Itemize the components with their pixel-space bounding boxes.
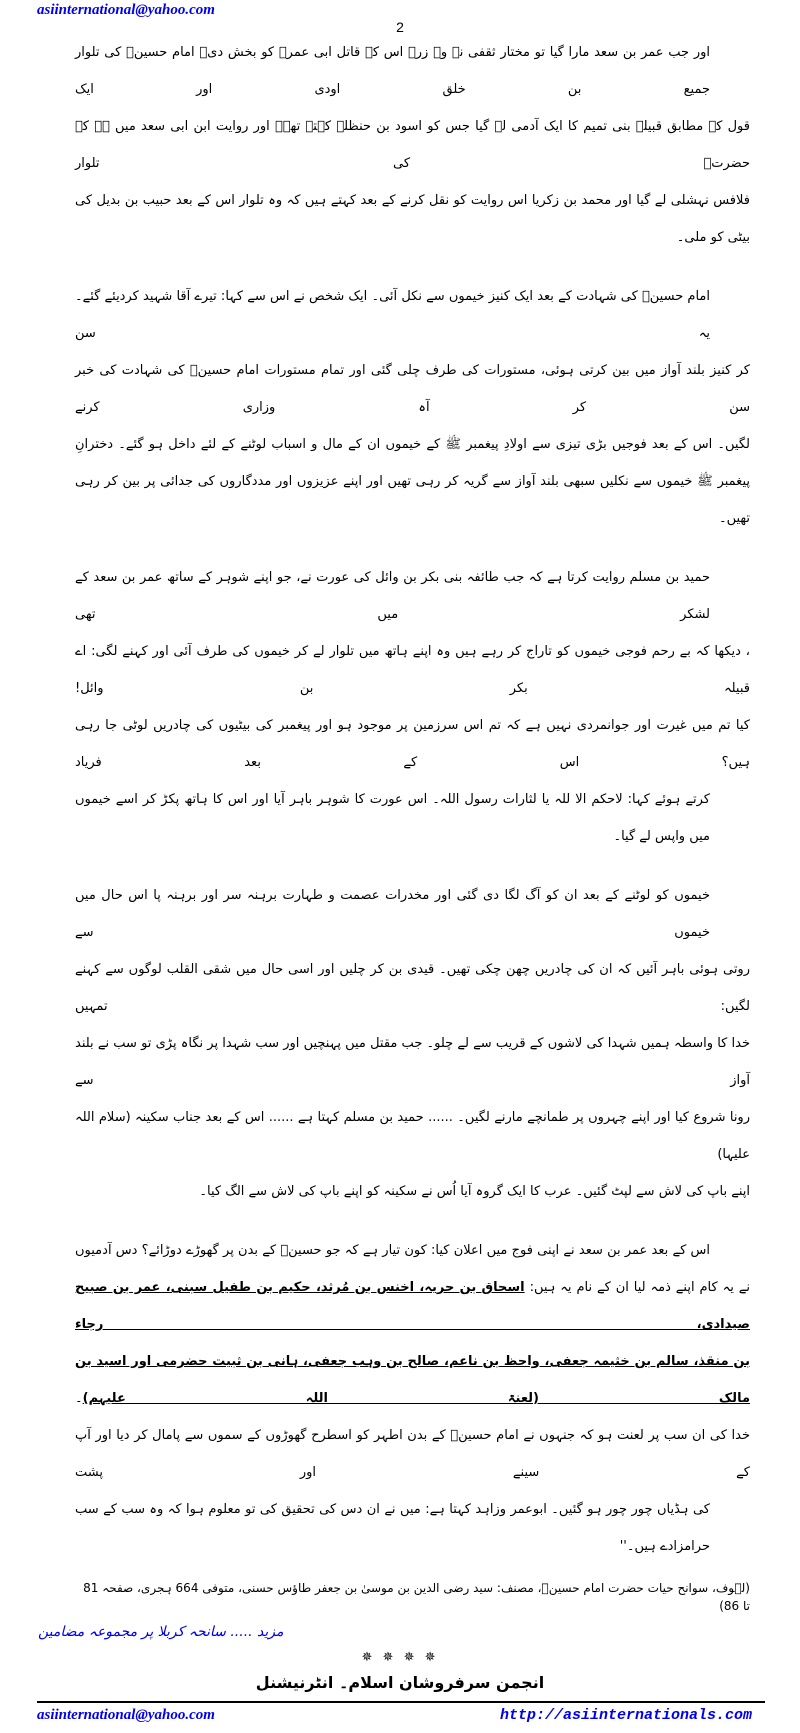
paragraph-3 (75, 559, 750, 855)
text-line: لگیں۔ اس کے بعد فوجیں بڑی تیزی سے اولادِ پیغمبر ﷺ کے خیموں ان کے مال و اسباب لوٹنے کے لئے داخل ہو گئے۔ دخترانِ (75, 437, 750, 452)
text-line: اپنے باپ کی لاش سے لپٹ گئیں۔ عرب کا ایک گروہ آیا اُس نے سکینہ کو اپنے باپ کی لاش سے الگ کیا۔ (199, 1184, 750, 1199)
text-line: ، دیکھا کہ بے رحم فوجی خیموں کو تاراج کر رہے ہیں وہ اپنے ہاتھ میں تلوار لے کر خیموں کی طرف آئی اور کہنے لگی: اے قبیلہ بکر بن وائل! (75, 644, 750, 696)
more-articles-link[interactable]: مزید ..... سانحہ کربلا پر مجموعہ مضامین (38, 1624, 284, 1640)
paragraph-4 (75, 877, 750, 1210)
text-line: اس کے بعد عمر بن سعد نے اپنی فوج میں اعلان کیا: کون تیار ہے کہ جو حسینؑ کے بدن پر گھوڑے دوڑائے؟ دس آدمیوں (75, 1243, 710, 1258)
names-list-underlined: اسحاق بن حریہ، اخنس بن مُرثد، حکیم بن طفیل سبنی، عمر بن صبیح صیدادی، رجاء (75, 1280, 750, 1332)
text-line: خیموں کو لوٹنے کے بعد ان کو آگ لگا دی گئی اور مخدرات عصمت و طہارت برہنہ سر اور برہنہ پا اس حال میں خیموں سے (75, 888, 710, 940)
footer-website-link[interactable]: http://asiinternationals.com (500, 1707, 753, 1724)
text-line: خدا کی ان سب پر لعنت ہو کہ جنہوں نے امام حسینؑ کے بدن اطہر کو اسطرح گھوڑوں کے سموں سے پامال کر دیا اور آپ کے سینے اور پشت (75, 1428, 750, 1480)
paragraph-5 (75, 1232, 750, 1565)
paragraph-2 (75, 278, 750, 537)
text-line: کی ہڈیاں چور چور ہو گئیں۔ ابوعمر وزاہد کہتا ہے: میں نے ان دس کی تحقیق کی تو معلوم ہوا کہ وہ سب کے سب حرامزادے ہیں۔'' (75, 1502, 710, 1554)
text-line: اور جب عمر بن سعد مارا گیا تو مختار ثقفی نے وہ زرہ اس کے قاتل ابی عمرہ کو بخش دی۔ امام حسینؑ کی تلوار جمیع بن خلق اودی اور ایک (75, 45, 710, 97)
text-line: امام حسینؑ کی شہادت کے بعد ایک کنیز خیموں سے نکل آئی۔ ایک شخص نے اس سے کہا: تیرے آقا شہید کردیئے گئے۔ یہ سن (75, 289, 710, 341)
text-line: قول کے مطابق قبیلہ بنی تمیم کا ایک آدمی لے گیا جس کو اسود بن حنظلہ کہتے تھے۔ اور روایت ابن ابی سعد میں ہے کہ حضرتؑ کی تلوار (75, 119, 750, 171)
text-line: حمید بن مسلم روایت کرتا ہے کہ جب طائفہ بنی بکر بن وائل کی عورت نے، جو اپنے شوہر کے ساتھ عمر بن سعد کے لشکر میں تھی (75, 570, 710, 622)
text-line (75, 1269, 750, 1343)
citation: (لہوف، سوانح حیات حضرت امام حسینؑ، مصنف: سید رضی الدین بن موسیٰ بن جعفر طاؤس حسنی، متوفی 664 ہجری، صفحہ 81 تا 86) (83, 1581, 750, 1613)
text-line: رونا شروع کیا اور اپنے چہروں پر طمانچے مارنے لگیں۔ ...... حمید بن مسلم کہتا ہے ...... اس کے بعد جناب سکینہ (سلام اللہ علیہا) (75, 1110, 750, 1162)
footer-email-link[interactable]: asiinternational@yahoo.com (37, 1707, 215, 1723)
footer (0, 1703, 800, 1733)
header-email-link[interactable]: asiinternational@yahoo.com (37, 2, 215, 18)
names-list-underlined: بن منقذ، سالم بن خثیمہ جعفی، واحظ بن ناعم، صالح بن وہب جعفی، ہانی بن ثبیت حضرمی اور اسید بن مالک (لعنۃ اللہ علیہم) (75, 1354, 750, 1406)
text-line: کر کنیز بلند آواز میں بین کرتی ہوئی، مستورات کی طرف چلی گئی اور تمام مستورات امام حسینؑ کی شہادت کی خبر سن کر آہ وزاری کرنے (75, 363, 750, 415)
text-line (75, 1343, 750, 1417)
paragraph-1 (75, 34, 750, 256)
text-line: کیا تم میں غیرت اور جوانمردی نہیں ہے کہ تم اس سرزمین پر موجود ہو اور پیغمبر کی بیٹیوں کی چادریں لوٹی جا رہی ہیں؟ اس کے بعد فریاد (75, 718, 750, 770)
text-line: خدا کا واسطہ ہمیں شہدا کی لاشوں کے قریب سے لے چلو۔ جب مقتل میں پہنچیں اور سب شہدا پر نگاہ پڑی تو سب نے بلند آواز سے (75, 1036, 750, 1088)
full-stop: ۔ (75, 1391, 83, 1406)
text-segment: نے یہ کام اپنے ذمہ لیا ان کے نام یہ ہیں: (529, 1280, 750, 1295)
ornament-stars-icon: ✵ ✵ ✵ ✵ (361, 1650, 439, 1665)
text-line: کرتے ہوئے کہا: لاحکم الا للہ یا لثارات رسول اللہ۔ اس عورت کا شوہر باہر آیا اور اس کا ہاتھ پکڑ کر اسے خیموں میں واپس لے گیا۔ (75, 792, 710, 844)
text-line: روتی ہوئی باہر آئیں کہ ان کی چادریں چھن چکی تھیں۔ قیدی بن کر چلیں اور اسی حال میں شقی القلب لوگوں سے کہنے لگیں: تمہیں (75, 962, 750, 1014)
organization-title: انجمن سرفروشان اسلام۔ انٹرنیشنل (255, 1673, 545, 1692)
page-number: 2 (396, 19, 404, 35)
text-line: فلافس نہشلی لے گیا اور محمد بن زکریا اس روایت کو نقل کرنے کے بعد کہتے ہیں کہ وہ تلوار اس کے بعد حبیب بن بدیل کی بیٹی کو ملی۔ (75, 193, 750, 245)
text-line: پیغمبر ﷺ خیموں سے نکلیں سبھی بلند آواز سے گریہ کر رہی تھیں اور اپنے عزیزوں اور مددگاروں کی جدائی پر بین کر رہی تھیں۔ (75, 474, 750, 526)
